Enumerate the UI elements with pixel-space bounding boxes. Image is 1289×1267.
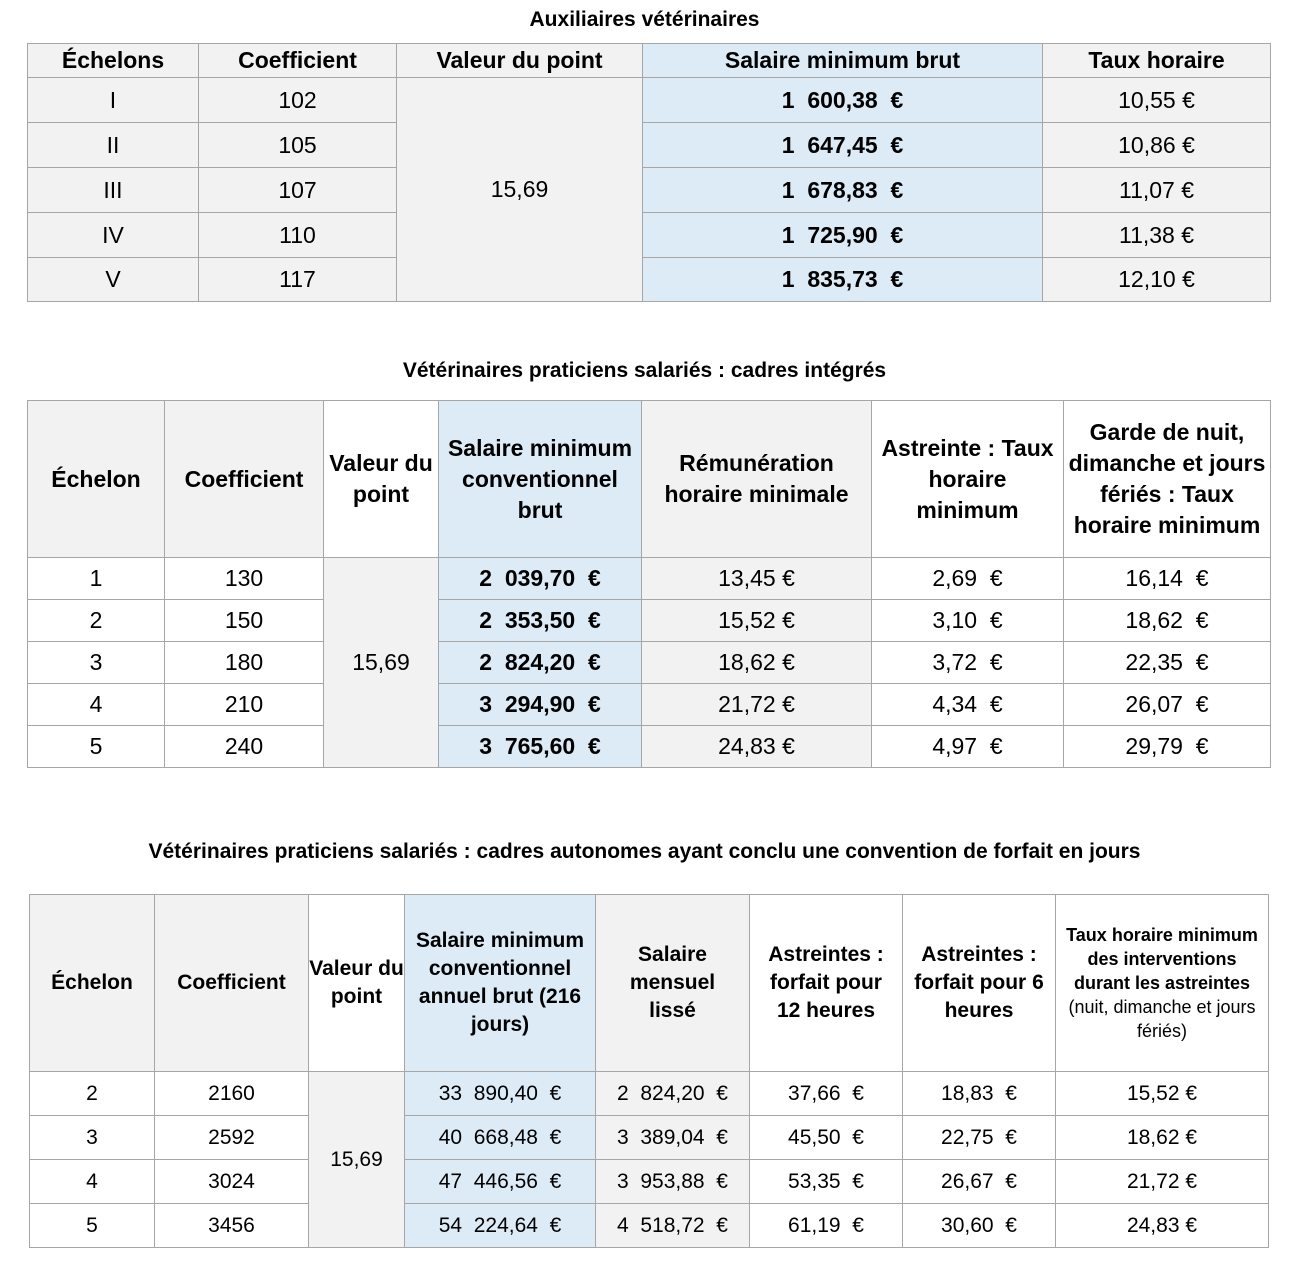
echelon-cell: 3: [30, 1116, 155, 1160]
astreinte-cell: [872, 558, 1064, 600]
forfait-6h-value: 30,60 €: [941, 1213, 1017, 1237]
rate-cell: 21,72 €: [1056, 1160, 1269, 1204]
monthly-value: 4 518,72 €: [617, 1213, 728, 1237]
echelon-cell: II: [28, 123, 199, 168]
coefficient-cell: 130: [165, 558, 324, 600]
rate-cell: 12,10 €: [1043, 258, 1271, 302]
garde-value: 26,07 €: [1125, 691, 1209, 717]
table-row: [28, 213, 1271, 258]
garde-value: 18,62 €: [1125, 607, 1209, 633]
hourly-cell: 24,83 €: [642, 726, 872, 768]
forfait-12h-value: 45,50 €: [788, 1125, 864, 1149]
annual-value: 54 224,64 €: [438, 1213, 562, 1237]
rate-cell: 11,07 €: [1043, 168, 1271, 213]
astreinte-cell: [872, 726, 1064, 768]
salary-cell: [643, 213, 1043, 258]
forfait-6h-cell: [903, 1072, 1056, 1116]
rate-cell: 10,86 €: [1043, 123, 1271, 168]
echelon-cell: V: [28, 258, 199, 302]
garde-value: 29,79 €: [1125, 733, 1209, 759]
forfait-12h-cell: [750, 1160, 903, 1204]
coefficient-cell: 3456: [155, 1204, 309, 1248]
salary-cell: [439, 726, 642, 768]
salary-cell: [439, 600, 642, 642]
forfait-6h-cell: [903, 1204, 1056, 1248]
echelon-cell: I: [28, 78, 199, 123]
echelon-cell: 2: [30, 1072, 155, 1116]
header-garde-taux: Garde de nuit, dimanche et jours fériés : Taux horaire minimum: [1064, 401, 1271, 558]
salary-value: 1 725,90 €: [781, 221, 904, 248]
hourly-cell: 15,52 €: [642, 600, 872, 642]
rate-cell: 15,52 €: [1056, 1072, 1269, 1116]
header-taux-interventions: [1056, 895, 1269, 1072]
header-remuneration-horaire: Rémunération horaire minimale: [642, 401, 872, 558]
header-valeur-point: Valeur du point: [324, 401, 439, 558]
annual-cell: [405, 1116, 596, 1160]
header-salaire-annuel-brut: Salaire minimum conventionnel annuel brut (216 jours): [405, 895, 596, 1072]
echelon-cell: IV: [28, 213, 199, 258]
salary-cell: [439, 684, 642, 726]
header-echelon: Échelon: [28, 401, 165, 558]
garde-value: 22,35 €: [1125, 649, 1209, 675]
table-row: [28, 684, 1271, 726]
coefficient-cell: 150: [165, 600, 324, 642]
coefficient-cell: 107: [199, 168, 397, 213]
coefficient-cell: 240: [165, 726, 324, 768]
monthly-value: 2 824,20 €: [617, 1081, 728, 1105]
table-row: [28, 726, 1271, 768]
table2-title: Vétérinaires praticiens salariés : cadres intégrés: [402, 359, 887, 382]
cadres-autonomes-table: [29, 894, 1269, 1248]
auxiliaires-table: [27, 43, 1271, 302]
forfait-6h-value: 26,67 €: [941, 1169, 1017, 1193]
coefficient-cell: 2592: [155, 1116, 309, 1160]
monthly-cell: [596, 1204, 750, 1248]
salary-value: 3 294,90 €: [479, 691, 601, 717]
astreinte-value: 3,10 €: [932, 607, 1003, 633]
table-row: [28, 78, 1271, 123]
coefficient-cell: 2160: [155, 1072, 309, 1116]
forfait-12h-value: 61,19 €: [788, 1213, 864, 1237]
monthly-value: 3 953,88 €: [617, 1169, 728, 1193]
header-valeur-point: Valeur du point: [309, 895, 405, 1072]
garde-value: 16,14 €: [1125, 565, 1209, 591]
salary-cell: [439, 558, 642, 600]
annual-cell: [405, 1072, 596, 1116]
table-row: [28, 168, 1271, 213]
salary-cell: [643, 258, 1043, 302]
coefficient-cell: 105: [199, 123, 397, 168]
header-coefficient: Coefficient: [165, 401, 324, 558]
hourly-cell: 13,45 €: [642, 558, 872, 600]
astreinte-value: 3,72 €: [932, 649, 1003, 675]
salary-value: 2 353,50 €: [479, 607, 601, 633]
monthly-cell: [596, 1072, 750, 1116]
table-row: [30, 1116, 1269, 1160]
echelon-cell: 3: [28, 642, 165, 684]
rate-cell: 11,38 €: [1043, 213, 1271, 258]
annual-cell: [405, 1160, 596, 1204]
header-echelons: Échelons: [28, 44, 199, 78]
salary-cell: [643, 123, 1043, 168]
table-row: [28, 123, 1271, 168]
table-row: [30, 1072, 1269, 1116]
cadres-integres-table: [27, 400, 1271, 768]
astreinte-value: 2,69 €: [932, 565, 1003, 591]
table-row: [30, 1204, 1269, 1248]
header-salaire-minimum-brut: Salaire minimum brut: [643, 44, 1043, 78]
header-astreintes-6h: Astreintes : forfait pour 6 heures: [903, 895, 1056, 1072]
annual-value: 33 890,40 €: [438, 1081, 562, 1105]
header-astreinte-taux: Astreinte : Taux horaire minimum: [872, 401, 1064, 558]
salary-value: 1 600,38 €: [781, 86, 904, 113]
annual-cell: [405, 1204, 596, 1248]
garde-cell: [1064, 600, 1271, 642]
table3-title: Vétérinaires praticiens salariés : cadres autonomes ayant conclu une convention de forfait en jours: [148, 840, 1141, 863]
coefficient-cell: 117: [199, 258, 397, 302]
table-row: [28, 642, 1271, 684]
forfait-12h-cell: [750, 1116, 903, 1160]
rate-cell: 10,55 €: [1043, 78, 1271, 123]
coefficient-cell: 180: [165, 642, 324, 684]
salary-value: 1 647,45 €: [781, 131, 904, 158]
salary-cell: [643, 78, 1043, 123]
table-row: [28, 558, 1271, 600]
echelon-cell: III: [28, 168, 199, 213]
coefficient-cell: 110: [199, 213, 397, 258]
forfait-6h-value: 22,75 €: [941, 1125, 1017, 1149]
monthly-cell: [596, 1160, 750, 1204]
header-taux-horaire: Taux horaire: [1043, 44, 1271, 78]
annual-value: 40 668,48 €: [438, 1125, 562, 1149]
garde-cell: [1064, 726, 1271, 768]
point-value-cell: 15,69: [324, 558, 439, 768]
annual-value: 47 446,56 €: [438, 1169, 562, 1193]
astreinte-value: 4,97 €: [932, 733, 1003, 759]
header-salaire-mensuel-lisse: Salaire mensuel lissé: [596, 895, 750, 1072]
salary-value: 2 824,20 €: [479, 649, 601, 675]
salary-value: 3 765,60 €: [479, 733, 601, 759]
salary-value: 2 039,70 €: [479, 565, 601, 591]
salary-value: 1 678,83 €: [781, 176, 904, 203]
monthly-cell: [596, 1116, 750, 1160]
coefficient-cell: 3024: [155, 1160, 309, 1204]
header-valeur-point: Valeur du point: [397, 44, 643, 78]
monthly-value: 3 389,04 €: [617, 1125, 728, 1149]
header-coefficient: Coefficient: [155, 895, 309, 1072]
astreinte-cell: [872, 600, 1064, 642]
table-row: [28, 600, 1271, 642]
coefficient-cell: 102: [199, 78, 397, 123]
rate-cell: 18,62 €: [1056, 1116, 1269, 1160]
echelon-cell: 1: [28, 558, 165, 600]
header-taux-interventions-bold: Taux horaire minimum des interventions durant les astreintes: [1066, 925, 1258, 993]
garde-cell: [1064, 642, 1271, 684]
forfait-12h-value: 53,35 €: [788, 1169, 864, 1193]
table-row: [28, 258, 1271, 302]
forfait-6h-cell: [903, 1160, 1056, 1204]
point-value-cell: 15,69: [309, 1072, 405, 1248]
salary-cell: [439, 642, 642, 684]
salary-value: 1 835,73 €: [781, 266, 904, 292]
coefficient-cell: 210: [165, 684, 324, 726]
forfait-12h-cell: [750, 1204, 903, 1248]
header-coefficient: Coefficient: [199, 44, 397, 78]
echelon-cell: 5: [28, 726, 165, 768]
astreinte-cell: [872, 642, 1064, 684]
header-taux-interventions-note: (nuit, dimanche et jours fériés): [1068, 997, 1256, 1041]
hourly-cell: 21,72 €: [642, 684, 872, 726]
header-astreintes-12h: Astreintes : forfait pour 12 heures: [750, 895, 903, 1072]
forfait-12h-value: 37,66 €: [788, 1081, 864, 1105]
forfait-12h-cell: [750, 1072, 903, 1116]
salary-cell: [643, 168, 1043, 213]
forfait-6h-cell: [903, 1116, 1056, 1160]
garde-cell: [1064, 558, 1271, 600]
echelon-cell: 4: [28, 684, 165, 726]
echelon-cell: 5: [30, 1204, 155, 1248]
table-row: [30, 1160, 1269, 1204]
astreinte-value: 4,34 €: [932, 691, 1003, 717]
rate-cell: 24,83 €: [1056, 1204, 1269, 1248]
garde-cell: [1064, 684, 1271, 726]
echelon-cell: 4: [30, 1160, 155, 1204]
header-salaire-minimum-conventionnel: Salaire minimum conventionnel brut: [439, 401, 642, 558]
point-value-cell: 15,69: [397, 78, 643, 302]
table1-title: Auxiliaires vétérinaires: [529, 8, 760, 31]
forfait-6h-value: 18,83 €: [941, 1081, 1017, 1105]
hourly-cell: 18,62 €: [642, 642, 872, 684]
header-echelon: Échelon: [30, 895, 155, 1072]
astreinte-cell: [872, 684, 1064, 726]
echelon-cell: 2: [28, 600, 165, 642]
